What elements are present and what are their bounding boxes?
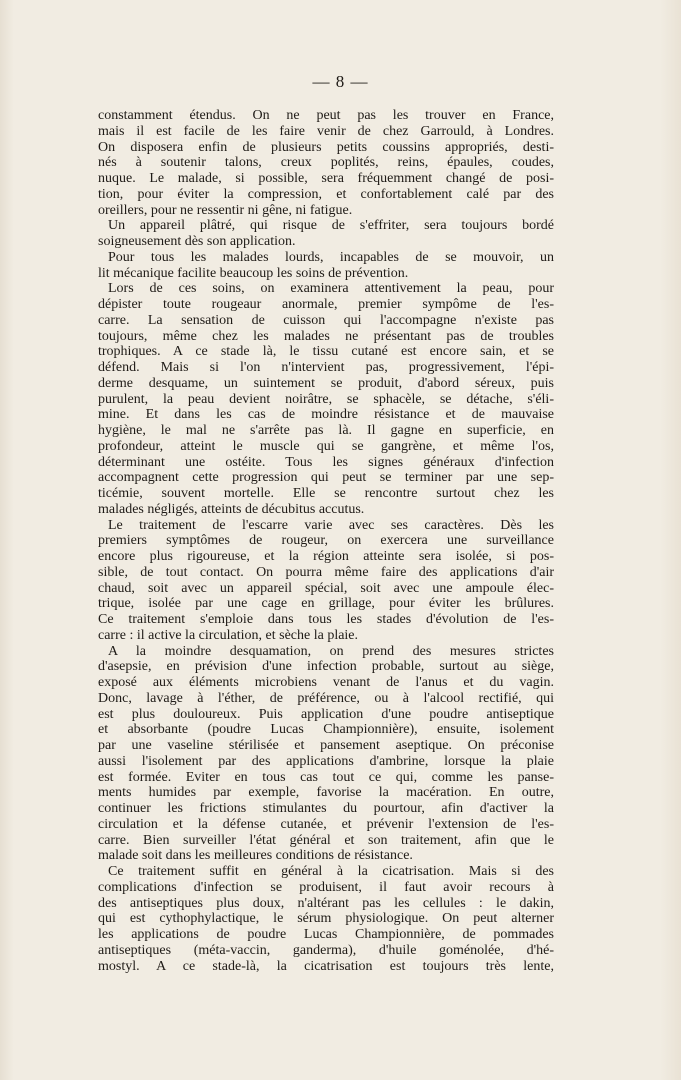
text-line: Lors de ces soins, on examinera attentivement la peau, pour <box>108 281 554 297</box>
text-line: hygiène, le mal ne s'arrête pas là. Il gagne en superficie, en <box>98 423 554 438</box>
text-line: par une vaseline stérilisée et pansement aseptique. On préconise <box>98 738 554 753</box>
text-line: continuer les frictions stimulantes du pourtour, afin d'activer la <box>98 801 554 816</box>
text-line: dépister toute rougeaur anormale, premier sympôme de l'es- <box>98 297 554 312</box>
text-line: mais il est facile de les faire venir de chez Garrould, à Londres. <box>98 123 554 139</box>
text-line: trique, isolée par une cage en grillage, pour éviter les brûlures. <box>98 596 554 612</box>
text-line: Donc, lavage à l'éther, de préférence, ou à l'alcool rectifié, qui <box>98 690 554 706</box>
text-line: soigneusement dès son application. <box>98 234 296 249</box>
text-line: mine. Et dans les cas de moindre résistance et de mauvaise <box>98 407 554 423</box>
text-line: Ce traitement suffit en général à la cicatrisation. Mais si des <box>108 864 554 879</box>
text-line: carre. La sensation de cuisson qui l'accompagne n'existe pas <box>98 312 554 328</box>
text-line: profondeur, atteint le muscle qui se gangrène, et même l'os, <box>98 438 554 454</box>
text-line: les applications de poudre Lucas Championnière, de pommades <box>98 927 554 942</box>
text-line: et absorbante (poudre Lucas Championnière), ensuite, isolement <box>98 722 554 738</box>
text-line: purulent, la peau devient noirâtre, se sphacèle, se détache, s'éli- <box>98 391 554 407</box>
text-line: Le traitement de l'escarre varie avec ses caractères. Dès les <box>108 517 554 533</box>
text-line: circulation et la défense cutanée, et prévenir l'extension de l'es- <box>98 816 554 832</box>
text-line: mostyl. A ce stade-là, la cicatrisation est toujours très lente, <box>98 958 554 974</box>
text-line: défend. Mais si l'on n'intervient pas, progressivement, l'épi- <box>98 360 554 375</box>
text-line: antiseptiques (méta-vaccin, ganderma), d'huile goménolée, d'hé- <box>98 942 554 958</box>
text-line: qui est cythophylactique, le sérum physiologique. On peut alterner <box>98 911 554 927</box>
text-line: carre : il active la circulation, et sèche la plaie. <box>98 627 359 643</box>
text-line: complications d'infection se produisent, il faut avoir recours à <box>98 879 554 895</box>
text-line: oreillers, pour ne ressentir ni gêne, ni fatigue. <box>98 202 353 218</box>
text-line: tion, pour éviter la compression, et confortablement calé par des <box>98 186 554 202</box>
text-line: toujours, même chez les malades ne présentant pas de troubles <box>98 328 554 344</box>
text-line: malades négligés, atteints de décubitus accutus. <box>98 501 365 517</box>
text-line: chaud, soit avec un appareil spécial, soit avec une ampoule élec- <box>98 580 554 596</box>
text-line: Pour tous les malades lourds, incapables de se mouvoir, un <box>108 249 554 265</box>
text-line: sible, de tout contact. On pourra même faire des applications d'air <box>98 564 554 580</box>
body-text <box>98 108 554 974</box>
text-line: ticémie, souvent mortelle. Elle se rencontre surtout chez les <box>98 486 554 501</box>
text-line: ments humides par exemple, favorise la macération. En outre, <box>98 785 554 801</box>
text-line: accompagnent cette progression qui peut se terminer par une sep- <box>98 470 554 486</box>
text-line: malade soit dans les meilleures conditions de résistance. <box>98 848 413 864</box>
text-line: déterminant une ostéite. Tous les signes généraux d'infection <box>98 454 554 470</box>
text-line: Ce traitement s'emploie dans tous les stades d'évolution de l'es- <box>98 612 554 627</box>
text-line: d'asepsie, en prévision d'une infection probable, surtout au siège, <box>98 659 554 675</box>
text-line: constamment étendus. On ne peut pas les trouver en France, <box>98 108 554 123</box>
text-line: premiers symptômes de rougeur, on exercera une surveillance <box>98 533 554 549</box>
text-line: encore plus rigoureuse, et la région atteinte sera isolée, si pos- <box>98 549 554 564</box>
text-line: On disposera enfin de plusieurs petits coussins appropriés, desti- <box>98 139 554 155</box>
text-line: lit mécanique facilite beaucoup les soins de prévention. <box>98 265 409 281</box>
text-line: est plus douloureux. Puis application d'une poudre antiseptique <box>98 706 554 722</box>
text-line: Un appareil plâtré, qui risque de s'effriter, sera toujours bordé <box>108 218 554 234</box>
page-number: — 8 — <box>312 72 369 91</box>
text-line: A la moindre desquamation, on prend des mesures strictes <box>108 643 554 659</box>
text-line: aussi l'isolement par des applications d'ambrine, lorsque la plaie <box>98 753 554 769</box>
text-line: derme desquame, un suintement se produit, d'abord séreux, puis <box>98 375 554 391</box>
text-line: trophiques. A ce stade là, le tissu cutané est encore sain, et se <box>98 344 554 360</box>
text-line: est formée. Eviter en tous cas tout ce qui, comme les panse- <box>98 769 554 785</box>
text-line: carre. Bien surveiller l'état général et son traitement, afin que le <box>98 832 554 848</box>
text-line: des antiseptiques plus doux, n'altérant pas les cellules : le dakin, <box>98 895 554 911</box>
text-line: nés à soutenir talons, creux poplités, reins, épaules, coudes, <box>98 155 554 171</box>
text-line: exposé aux éléments microbiens venant de l'anus et du vagin. <box>98 675 554 690</box>
text-line: nuque. Le malade, si possible, sera fréquemment changé de posi- <box>98 171 554 186</box>
